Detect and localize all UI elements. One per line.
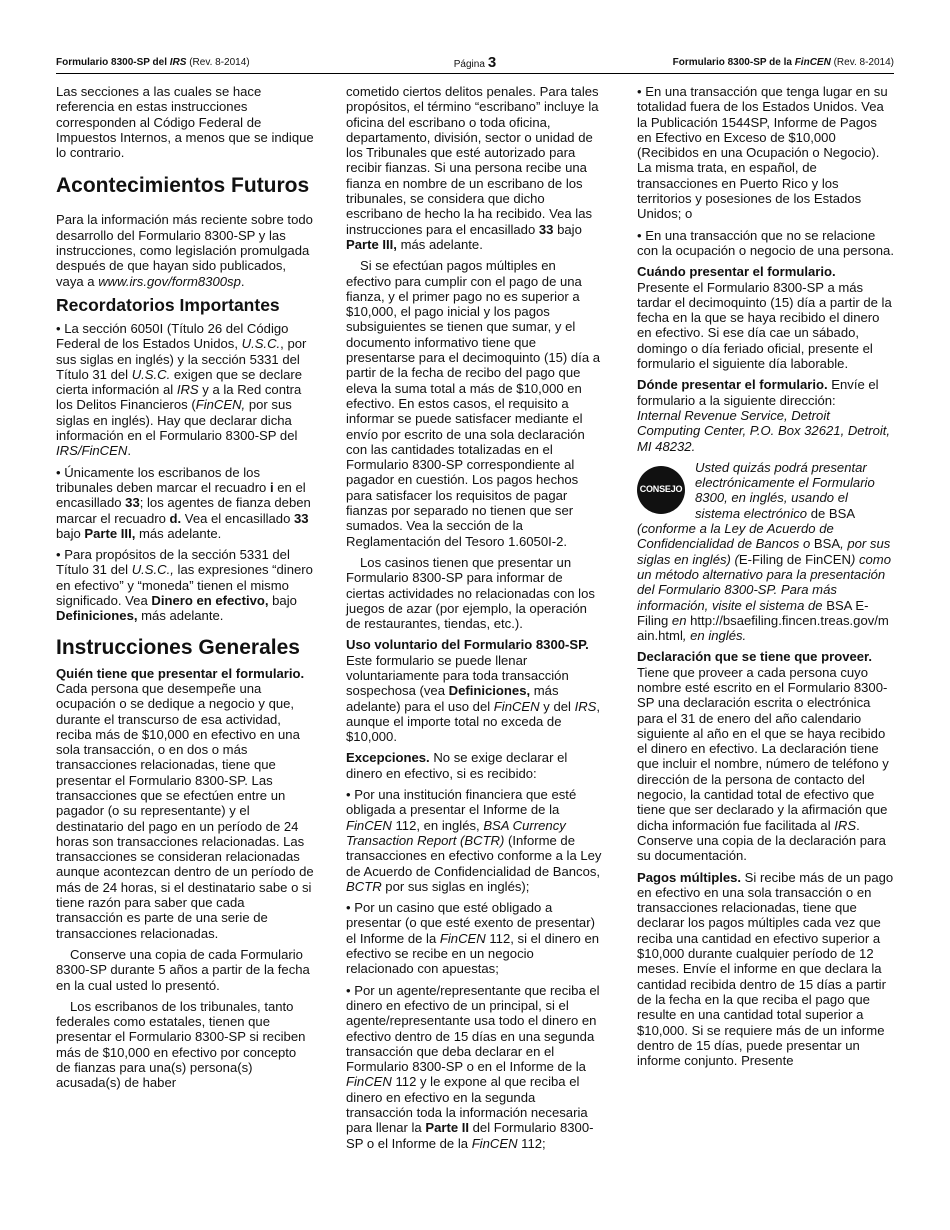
page-number: Página 3	[453, 54, 497, 71]
future-paragraph: Para la información más reciente sobre todo desarrollo del Formulario 8300-SP y las instrucciones, como legislación promulgada después de que hayan sido publicados, vaya a www.irs.gov/form8300sp.	[56, 212, 313, 289]
reminder-1: • La sección 6050I (Título 26 del Código Federal de los Estados Unidos, U.S.C., por sus siglas en inglés) y la sección 5331 del Título 31 del U.S.C. exigen que se declare cierta información al IRS y a la Red contra los Delitos Financieros (FinCEN, por sus siglas en inglés). Hay que declarar dicha información en el Formulario 8300-SP del IRS/FinCEN.	[56, 320, 307, 459]
reminder-3: • Para propósitos de la sección 5331 del Título 31 del U.S.C., las expresiones “dinero en efectivo” y “moneda” tienen el mismo significado. Vea Dinero en efectivo, bajo Definiciones, más adelante.	[56, 547, 313, 624]
exceptions: Excepciones. No se exige declarar el dinero en efectivo, si es recibido:	[346, 750, 568, 781]
header-left: Formulario 8300-SP del IRS (Rev. 8-2014)	[56, 57, 250, 68]
reminder-2: • Únicamente los escribanos de los tribunales deben marcar el recuadro i en el encasillado 33; los agentes de fianza deben marcar el recuadro d. Vea el encasillado 33 bajo Parte III, más adelante.	[56, 464, 311, 541]
keep-copy-paragraph: Conserve una copia de cada Formulario 8300-SP durante 5 años a partir de la fecha en la cual usted lo presentó.	[56, 946, 310, 993]
heading-reminders: Recordatorios Importantes	[56, 294, 280, 315]
irs-link[interactable]: www.irs.gov/form8300sp	[98, 273, 241, 289]
bsa-efiling-link[interactable]: http://bsaefiling.fincen.treas.gov/main.html	[637, 612, 889, 644]
exception-4: • En una transacción que tenga lugar en su totalidad fuera de los Estados Unidos. Vea la Publicación 1544SP, Informe de Pagos en Efectivo en Exceso de $10,000 (Recibidos en una Ocupación o Negocio). La misma trata, en español, de transacciones en Puerto Rico y los territorios y posesiones de los Estados Unidos; o	[637, 84, 888, 222]
column-2	[346, 84, 604, 1157]
statement-required: Declaración que se tiene que proveer. Tiene que proveer a cada persona cuyo nombre esté escrito en el Formulario 8300-SP una declaración escrita o electrónica para el 31 de enero del año calendario siguiente al año en el que se haya recibido el dinero en efectivo. La declaración tiene que incluir el nombre, número de teléfono y dirección de la persona de contacto del negocio, la cantidad total de efectivo que tiene que ser declarado y la afirmación que dicha información fue facilitada al IRS. Conserve una copia de la declaración para su documentación.	[637, 649, 889, 864]
exception-2: • Por un casino que esté obligado a presentar (o que esté exento de presentar) el Informe de la FinCEN 112, si el dinero en efectivo se recibe en un negocio relacionado con apuestas;	[346, 900, 600, 977]
consejo-icon: CONSEJO	[637, 466, 685, 514]
casinos-paragraph: Los casinos tienen que presentar un Formulario 8300-SP para informar de ciertas actividades no relacionadas con los juegos de azar (por ejemplo, la operación de restaurantes, tiendas, etc.).	[346, 554, 595, 632]
intro-paragraph: Las secciones a las cuales se hace referencia en estas instrucciones corresponden al Código Federal de Impuestos Internos, a menos que se indique lo contrario.	[56, 84, 314, 161]
exception-5: • En una transacción que no se relacione con la ocupación o negocio de una persona.	[637, 227, 894, 258]
tip-box: CONSEJO Usted quizás podrá presentar electrónicamente el Formulario 8300, en inglés, usando el sistema electrónico de BSA (conforme a la Ley de Acuerdo de Confidencialidad de Bancos o BSA, por sus siglas en inglés) (E-Filing de FinCEN) como un método alternativo para la presentación del Formulario 8300-SP. Para más información, visite el sistema de BSA E-Filing en http://bsaefiling.fincen.treas.gov/main.html, en inglés.	[637, 459, 891, 644]
exception-1: • Por una institución financiera que esté obligada a presentar el Informe de la FinCEN 112, en inglés, BSA Currency Transaction Report (BCTR) (Informe de transacciones en efectivo conforme a la Ley de Acuerdo de Confidencialidad de Bancos, BCTR por sus siglas en inglés);	[346, 787, 602, 894]
mailing-address: Internal Revenue Service, Detroit Computing Center, P.O. Box 32621, Detroit, MI 48232.	[637, 407, 891, 454]
exception-3: • Por un agente/representante que reciba el dinero en efectivo de un principal, si el agente/representante usa todo el dinero en efectivo dentro de 15 días en una segunda transacción que deba declarar en el Formulario 8300-SP o en el Informe de la FinCEN 112 y le expone al que reciba el dinero en efectivo en la segunda transacción toda la información necesaria para llenar la Parte II del Formulario 8300-SP o el Informe de la FinCEN 112;	[346, 982, 600, 1151]
who-must-file: Quién tiene que presentar el formulario. Cada persona que desempeñe una ocupación o se dedique a negocio y que, durante el transcurso de esa actividad, reciba más de $10,000 en efectivo en una sola transacción, o en dos o más transacciones relacionadas, tiene que presentar el Formulario 8300-SP. Las transacciones que se efectúen entre un pagador (o su representante) y el destinatario del pago en un período de 24 horas son transacciones relacionadas. Las transacciones se consideran relacionadas aunque acontezcan dentro de un período de más de 24 horas, si el destinatario sabe o si tiene razón para saber que cada transacción es parte de una serie de transacciones relacionadas.	[56, 665, 314, 941]
heading-future-developments: Acontecimientos Futuros	[56, 174, 310, 198]
when-to-file: Cuándo presentar el formulario. Presente el Formulario 8300-SP a más tardar el decimoquinto (15) día a partir de la fecha en la que se haya recibido el dinero en efectivo. Si ese día cae un sábado, domingo o día feriado oficial, presente el formulario el siguiente día laborable.	[637, 264, 892, 372]
clerks-paragraph: Los escribanos de los tribunales, tanto federales como estatales, tienen que presentar el Formulario 8300-SP si reciben más de $10,000 en efectivo por concepto de fianzas para una(s) persona(s) acusada(s) de haber	[56, 998, 306, 1091]
voluntary-use: Uso voluntario del Formulario 8300-SP. Este formulario se puede llenar voluntariamente para toda transacción sospechosa (vea Definiciones, más adelante) para el uso del FinCEN y del IRS, aunque el importe total no exceda de $10,000.	[346, 637, 601, 745]
clerks-continued: cometido ciertos delitos penales. Para tales propósitos, el término “escribano” incluye la oficina del escribano o toda oficina, departamento, división, sector o unidad de los Tribunales que esté autorizado para recibir fianzas. Si una persona recibe una fianza en nombre de un escribano de los tribunales, se considera que dicho escribano de hecho la ha recibido. Vea las instrucciones para el encasillado 33 bajo Parte III, más adelante.	[346, 84, 599, 252]
page-header	[56, 54, 894, 74]
column-1	[56, 84, 314, 1097]
where-to-file: Dónde presentar el formulario. Envíe el formulario a la siguiente dirección: Internal Revenue Service, Detroit Computing Center, P.O. Box 32621, Detroit, MI 48232.	[637, 377, 891, 454]
header-right: Formulario 8300-SP de la FinCEN (Rev. 8-2014)	[672, 57, 894, 68]
heading-general-instructions: Instrucciones Generales	[56, 635, 300, 659]
multiple-bail-payments: Si se efectúan pagos múltiples en efectivo para cumplir con el pago de una fianza, y el primer pago no es superior a $10,000, el pago inicial y los pagos subsiguientes se tienen que sumar, y el documento informativo tiene que presentarse para el decimoquinto (15) día a partir de la fecha de recibo del pago que eleva la suma total a más de $10,000 en efectivo. En estos casos, el requisito a informar se puede satisfacer mediante el envío por escrito de una sola declaración con las cantidades totalizadas en el Formulario 8300-SP correspondiente al pagador en cuestión. Los pagos hechos para satisfacer los requisitos de pagar fianzas por separado no tienen que ser sumados. Vea la sección de la Reglamentación del Tesoro 1.6050I-2.	[346, 258, 601, 549]
column-3	[637, 84, 895, 1074]
multiple-payments: Pagos múltiples. Si recibe más de un pago en efectivo en una sola transacción o en transacciones relacionadas, tiene que declarar los pagos múltiples cada vez que reciba una cantidad en efectivo superior a $10,000 durante cualquier período de 12 meses. Envíe el informe en que declara la cantidad recibida dentro de 15 días a partir de la fecha en la que reciba el pago que resulte en una cantidad total superior a $10,000. Si se requiere más de un informe dentro de 15 días, puede presentar un informe conjunto. Presente	[637, 869, 894, 1069]
